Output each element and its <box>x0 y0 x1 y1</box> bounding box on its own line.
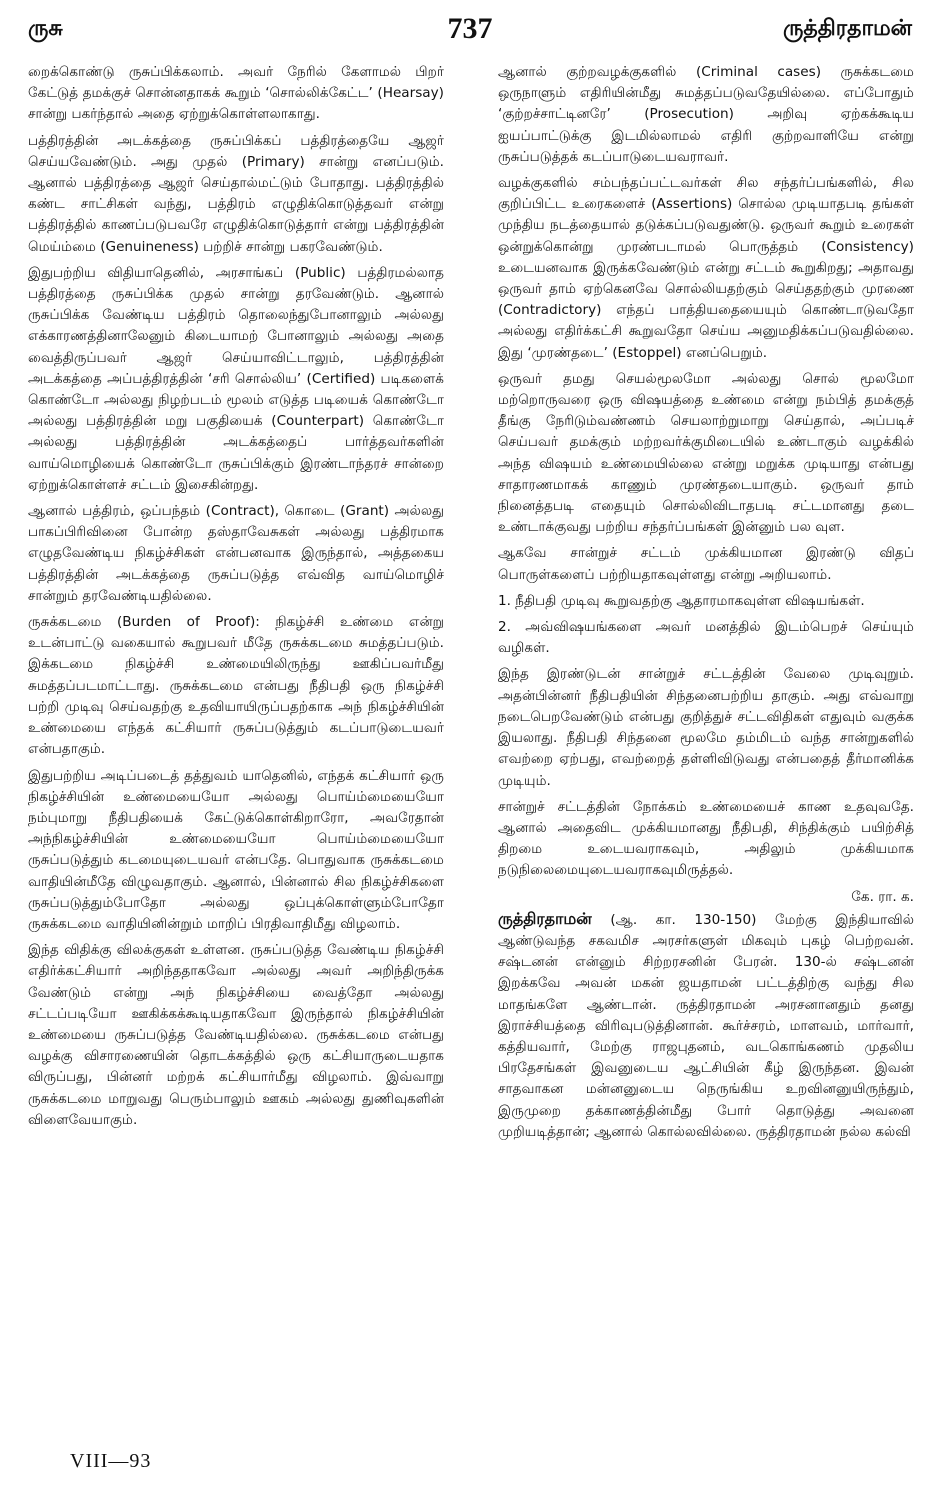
paragraph: இந்த விதிக்கு விலக்குகள் உள்ளன. ருசுப்படுத்த வேண்டிய நிகழ்ச்சி எதிர்க்கட்சியார் அறிந்ததாகவோ அல்லது அவர் அறிந்திருக்க வேண்டும் என்று அந் நிகழ்ச்சியை வைத்தோ அல்லது சட்டப்படியோ ஊகிக்கக்கூடியதாகவோ இருந்தால் நிகழ்ச்சியின் உண்மையை ருசுப்படுத்த வேண்டியதில்லை. ருசுக்கடமை என்பது வழக்கு விசாரணையின் தொடக்கத்தில் ஒரு கட்சியாருடையதாக விருப்பது, பின்னர் மற்றக் கட்சியார்மீது விழலாம். இவ்வாறு ருசுக்கடமை மாறுவது பெரும்பாலும் ஊகம் அல்லது துணிவுகளின் விளைவேயாகும். <box>28 942 444 1128</box>
left-column <box>28 62 444 1442</box>
running-head-left: ருசு <box>28 16 63 41</box>
numbered-item: 1. நீதிபதி முடிவு கூறுவதற்கு ஆதாரமாகவுள்ள விஷயங்கள். <box>498 592 865 609</box>
right-column <box>498 62 914 1442</box>
paragraph: ஒருவர் தமது செயல்மூலமோ அல்லது சொல் மூலமோ மற்றொருவரை ஒரு விஷயத்தை உண்மை என்று நம்பித் தமக்குத் தீங்கு நேரிடும்வண்ணம் செயலாற்றுமாறு செய்தால், அப்படிச் செய்பவர் தமக்கும் மற்றவர்க்குமிடையில் உண்டாகும் வழக்கில் அந்த விஷயம் உண்மையில்லை என்று மறுக்க முடியாது என்பது சாதாரணமாகக் காணும் முரண்தடையாகும். ஒருவர் தாம் நினைத்தபடி எதையும் சொல்லிவிடாதபடி சட்டமானது தடை உண்டாக்குவது பற்றிய சந்தர்ப்பங்கள் இன்னும் பல வுள. <box>498 370 914 536</box>
paragraph: வழக்குகளில் சம்பந்தப்பட்டவர்கள் சில சந்தர்ப்பங்களில், சில குறிப்பிட்ட உரைகளைச் (Assertions) சொல்ல முடியாதபடி தங்கள் முந்திய நடத்தையால் தடுக்கப்படுவதுண்டு. ஒருவர் கூறும் உரைகள் ஒன்றுக்கொன்று முரண்படாமல் பொருத்தம் (Consistency) உடையனவாக இருக்கவேண்டும் என்று சட்டம் கூறுகிறது; அதாவது ஒருவர் தாம் ஏற்கெனவே சொல்லியதற்கும் செய்ததற்கும் முரணை (Contradictory) எந்தப் பாத்தியதையையும் கொண்டாடுவதோ அல்லது எதிர்க்கட்சி கூறுவதோ செய்ய அனுமதிக்கப்படுவதில்லை. இது ‘முரண்தடை’ (Estoppel) எனப்பெறும். <box>498 175 914 361</box>
entry-text: (ஆ. கா. 130-150) மேற்கு இந்தியாவில் ஆண்டுவந்த சகவமிச அரசர்களுள் மிகவும் புகழ் பெற்றவன். சஷ்டனன் என்னும் சிற்றரசனின் பேரன். 130-ல் சஷ்டனன் இறக்கவே அவன் மகன் ஜயதாமன் பட்டத்திற்கு வந்து சில மாதங்களே ஆண்டான். ருத்திரதாமன் அரசனானதும் தனது இராச்சியத்தை விரிவுபடுத்தினான். கூர்ச்சரம், மாளவம், மார்வார், கத்தியவார், மேற்கு ராஜபுதனம், வடகொங்கணம் முதலிய பிரதேசங்கள் இவனுடைய ஆட்சியின் கீழ் இருந்தன. இவன் சாதவாகன மன்னனுடைய நெருங்கிய உறவினனுயிருந்தும், இருமுறை தக்காணத்தின்மீது போர் தொடுத்து அவனை முறியடித்தான்; ஆனால் கொல்லவில்லை. ருத்திரதாமன் நல்ல கல்வி <box>498 911 914 1140</box>
page-number: 737 <box>447 12 493 45</box>
running-head-right: ருத்திரதாமன் <box>783 16 912 41</box>
paragraph: இதுபற்றிய விதியாதெனில், அரசாங்கப் (Public) பத்திரமல்லாத பத்திரத்தை ருசுப்பிக்க முதல் சான்று தரவேண்டும். ஆனால் ருசுப்பிக்க வேண்டிய பத்திரம் தொலைந்துபோனாலும் அல்லது எக்காரணத்தினாலேனும் கிடையாமற் போனாலும் அல்லது அதை வைத்திருப்பவர் ஆஜர் செய்யாவிட்டாலும், பத்திரத்தின் அடக்கத்தை அப்பத்திரத்தின் ‘சரி சொல்லிய’ (Certified) படிகளைக் கொண்டோ அல்லது நிழற்படம் மூலம் எடுத்த படியைக் கொண்டோ அல்லது பத்திரத்தின் மறு பகுதியைக் (Counterpart) கொண்டோ அல்லது பத்திரத்தின் அடக்கத்தைப் பார்த்தவர்களின் வாய்மொழியைக் கொண்டோ ருசுப்பிக்கும் இரண்டாந்தரச் சான்றை ஏற்றுக்கொள்ளச் சட்டம் இசைகின்றது. <box>28 264 444 493</box>
author-initials: கே. ரா. க. <box>851 888 914 905</box>
entry-headword: ருத்திரதாமன் <box>498 908 592 928</box>
paragraph: இந்த இரண்டுடன் சான்றுச் சட்டத்தின் வேலை முடிவுறும். அதன்பின்னர் நீதிபதியின் சிந்தனைபற்றிய தாகும். அது எவ்வாறு நடைபெறவேண்டும் என்பது குறித்துச் சட்டவிதிகள் எதுவும் வகுக்க இயலாது. நீதிபதி சிந்தனை மூலமே தம்மிடம் வந்த சான்றுகளில் எவற்றை ஏற்பது, எவற்றைத் தள்ளிவிடுவது என்பதைத் தீர்மானிக்க முடியும். <box>498 666 914 789</box>
paragraph: ஆனால் பத்திரம், ஒப்பந்தம் (Contract), கொடை (Grant) அல்லது பாகப்பிரிவினை போன்ற தஸ்தாவேசுகள் அல்லது பத்திரமாக எழுதவேண்டிய நிகழ்ச்சிகள் என்பனவாக இருந்தால், அத்தகைய பத்திரத்தின் அடக்கத்தை ருசுப்படுத்த எவ்வித வாய்மொழிச் சான்றும் தரவேண்டியதில்லை. <box>28 503 444 604</box>
paragraph: இதுபற்றிய அடிப்படைத் தத்துவம் யாதெனில், எந்தக் கட்சியார் ஒரு நிகழ்ச்சியின் உண்மையையோ அல்லது பொய்ம்மையையோ நம்புமாறு நீதிபதியைக் கேட்டுக்கொள்கிறாரோ, அவரேதான் அந்நிகழ்ச்சியின் உண்மையையோ பொய்ம்மையையோ ருசுப்படுத்தும் கடமையுடையவர் என்பதே. பொதுவாக ருசுக்கடமை வாதியின்மீதே விழுவதாகும். ஆனால், பின்னால் சில நிகழ்ச்சிகளை ருசுப்படுத்தும்போதோ அல்லது ஒப்புக்கொள்ளும்போதோ ருசுக்கடமை வாதியினின்றும் மாறிப் பிரதிவாதிமீது விழலாம். <box>28 767 444 932</box>
paragraph: றைக்கொண்டு ருசுப்பிக்கலாம். அவர் நேரில் கேளாமல் பிறர் கேட்டுத் தமக்குச் சொன்னதாகக் கூறும் ‘சொல்லிக்கேட்ட’ (Hearsay) சான்று பகர்ந்தால் அதை ஏற்றுக்கொள்ளலாகாது. <box>28 64 444 123</box>
encyclopedia-entry <box>498 908 914 1143</box>
paragraph: ஆகவே சான்றுச் சட்டம் முக்கியமான இரண்டு விதப் பொருள்களைப் பற்றியதாகவுள்ளது என்று அறியலாம். <box>498 545 914 583</box>
volume-page-marker: VIII—93 <box>70 1450 152 1472</box>
paragraph: ஆனால் குற்றவழக்குகளில் (Criminal cases) ருசுக்கடமை ஒருநாளும் எதிரியின்மீது சுமத்தப்படுவதேயில்லை. எப்போதும் ‘குற்றச்சாட்டினரே’ (Prosecution) அறிவு ஏற்கக்கூடிய ஐயப்பாட்டுக்கு இடமில்லாமல் எதிரி குற்றவாளியே என்று ருசுப்படுத்தக் கடப்பாடுடையவராவர். <box>498 64 914 165</box>
page-header <box>28 12 912 52</box>
paragraph: ருசுக்கடமை (Burden of Proof): நிகழ்ச்சி உண்மை என்று உடன்பாட்டு வகையால் கூறுபவர் மீதே ருசுக்கடமை சுமத்தப்படும். இக்கடமை நிகழ்ச்சி உண்மையிலிருந்து ஊகிப்பவர்மீது சுமத்தப்படமாட்டாது. ருசுக்கடமை என்பது நீதிபதி ஒரு நிகழ்ச்சி பற்றி முடிவு செய்வதற்கு உதவியாயிருப்பதற்காக அந் நிகழ்ச்சியின் உண்மையை எந்தக் கட்சியார் ருசுப்படுத்தும் கடப்பாடுடையவர் என்பதாகும். <box>28 614 444 758</box>
numbered-item: 2. அவ்விஷயங்களை அவர் மனத்தில் இடம்பெறச் செய்யும் வழிகள். <box>498 619 914 657</box>
paragraph: சான்றுச் சட்டத்தின் நோக்கம் உண்மையைச் காண உதவுவதே. ஆனால் அதைவிட முக்கியமானது நீதிபதி, சிந்திக்கும் பயிற்சித் திறமை உடையவராகவும், அதிலும் முக்கியமாக நடுநிலைமையுடையவராகவுமிருத்தல். <box>498 798 914 879</box>
author-signature-row <box>498 887 914 908</box>
paragraph: பத்திரத்தின் அடக்கத்தை ருசுப்பிக்கப் பத்திரத்தையே ஆஜர் செய்யவேண்டும். அது முதல் (Primary) சான்று எனப்படும். ஆனால் பத்திரத்தை ஆஜர் செய்தால்மட்டும் போதாது. பத்திரத்தில் கண்ட சாட்சிகள் வந்து, பத்திரம் எழுதிக்கொடுத்தவர் என்று பத்திரத்தில் காணப்படுபவரே எழுதிக்கொடுத்தார் என்று பத்திரத்தின் மெய்ம்மை (Genuineness) பற்றிச் சான்று பகரவேண்டும். <box>28 132 444 255</box>
